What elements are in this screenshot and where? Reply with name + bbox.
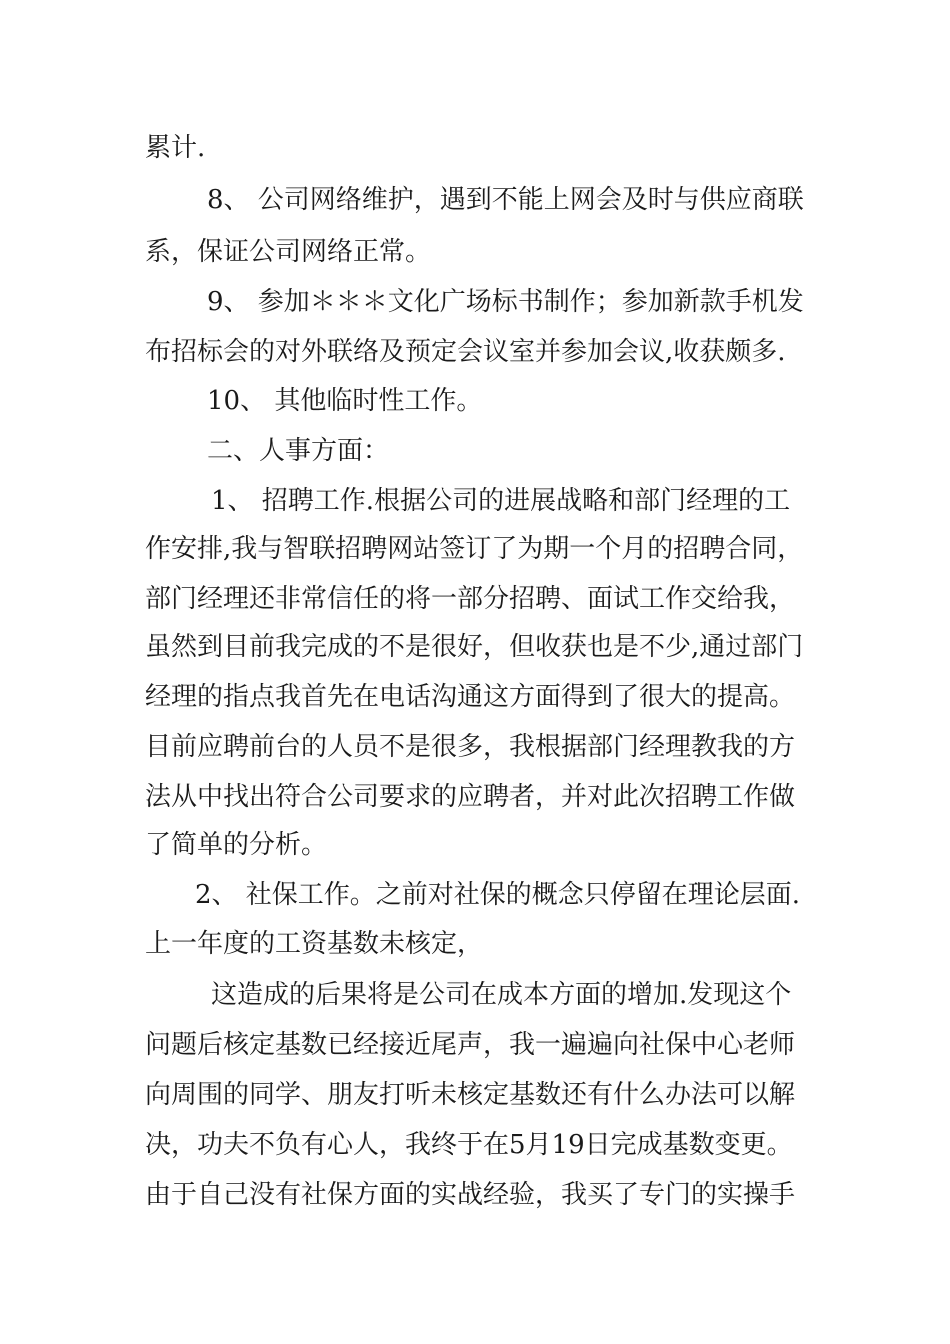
text-line: 8、 公司网络维护，遇到不能上网会及时与供应商联	[207, 185, 804, 215]
text-line: 目前应聘前台的人员不是很多，我根据部门经理教我的方	[145, 732, 796, 762]
text-line: 10、 其他临时性工作。	[207, 386, 483, 416]
text-line: 经理的指点我首先在电话沟通这方面得到了很大的提高。	[145, 682, 796, 712]
text-line: 系，保证公司网络正常。	[145, 237, 432, 267]
text-line: 这造成的后果将是公司在成本方面的增加.发现这个	[211, 980, 792, 1010]
text-line: 布招标会的对外联络及预定会议室并参加会议,收获颇多.	[145, 337, 786, 367]
text-line: 作安排,我与智联招聘网站签订了为期一个月的招聘合同，	[145, 534, 804, 564]
section-heading: 二、人事方面：	[207, 436, 390, 466]
text-line: 由于自己没有社保方面的实战经验，我买了专门的实操手	[145, 1180, 796, 1210]
text-line: 累计.	[145, 133, 206, 163]
text-line: 上一年度的工资基数未核定，	[145, 929, 484, 959]
text-line: 决，功夫不负有心人，我终于在5月19日完成基数变更。	[145, 1130, 793, 1160]
text-line: 2、 社保工作。之前对社保的概念只停留在理论层面.	[195, 880, 801, 910]
text-line: 问题后核定基数已经接近尾声，我一遍遍向社保中心老师	[145, 1030, 796, 1060]
text-line: 9、 参加＊＊＊文化广场标书制作；参加新款手机发	[207, 287, 804, 317]
text-line: 法从中找出符合公司要求的应聘者，并对此次招聘工作做	[145, 782, 796, 812]
text-line: 向周围的同学、朋友打听未核定基数还有什么办法可以解	[145, 1080, 796, 1110]
text-line: 1、 招聘工作.根据公司的进展战略和部门经理的工	[211, 486, 791, 516]
text-line: 了简单的分析。	[145, 830, 328, 860]
text-line: 部门经理还非常信任的将一部分招聘、面试工作交给我，	[145, 584, 796, 614]
text-line: 虽然到目前我完成的不是很好，但收获也是不少,通过部门	[145, 632, 804, 662]
